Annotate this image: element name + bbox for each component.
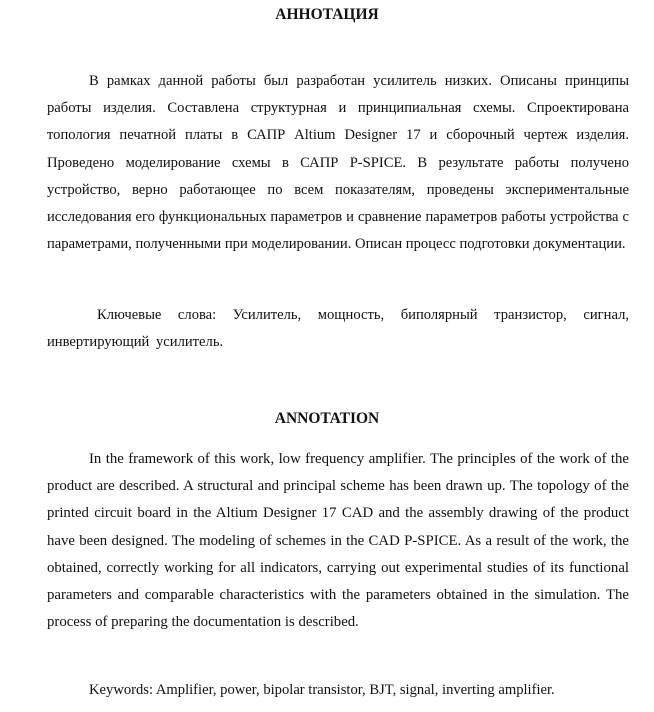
russian-abstract-text: В рамках данной работы был разработан усилитель низких. Описаны принципы работы изделия. Составлена структурная и принципиальная схемы. Спроектирована топология печатной платы в САПР Altium Designer 17 и сборочный чертеж изделия. Проведено моделирование схемы в САПР P-SPICE. В результате работы получено устройство, верно работающее по всем показателям, проведены экспериментальные исследования его функциональных параметров и сравнение параметров работы устройства с параметрами, полученными при моделировании. Описан процесс подготовки документации.	[47, 73, 629, 253]
russian-abstract-title: АННОТАЦИЯ	[275, 6, 379, 23]
english-abstract-text: In the framework of this work, low frequency amplifier. The principles of the work of the product are described. A structural and principal scheme has been drawn up. The topology of the printed circuit board in the Altium Designer 17 CAD and the assembly drawing of the product have been designed. The modeling of schemes in the CAD P-SPICE. As a result of the work, the obtained, correctly working for all indicators, carrying out experimental studies of its functional parameters and comparable characteristics with the parameters obtained in the simulation. The process of preparing the documentation is described.	[47, 451, 629, 631]
english-keywords: Keywords: Amplifier, power, bipolar transistor, BJT, signal, inverting amplifier.	[89, 682, 555, 698]
russian-keywords: Ключевые слова: Усилитель, мощность, биполярный транзистор, сигнал, инвертирующий усилитель.	[47, 307, 629, 351]
english-abstract-title: ANNOTATION	[274, 410, 380, 427]
